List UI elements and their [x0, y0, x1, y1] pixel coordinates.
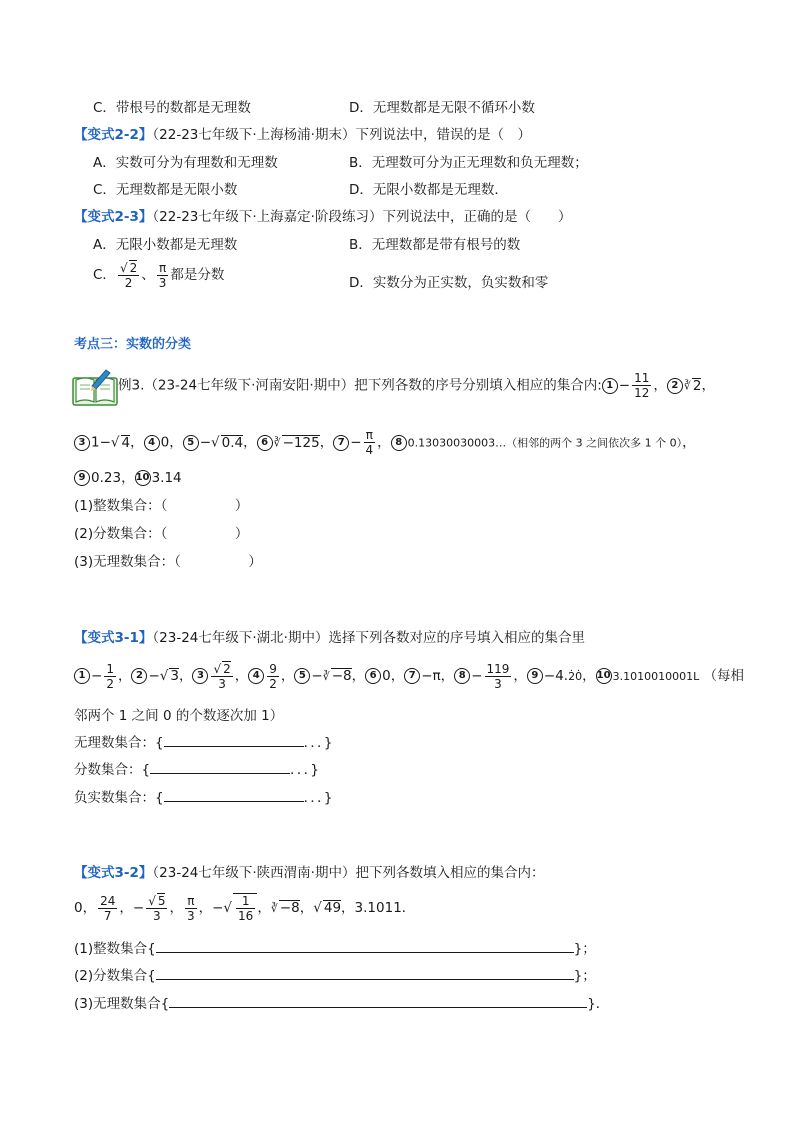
option-d: D．实数分为正实数，负实数和零	[349, 275, 549, 291]
question-variant-3-2	[74, 861, 544, 881]
option-b: B．无理数都是带有根号的数	[349, 237, 521, 253]
option-b: B．无理数可分为正无理数和负无理数；	[349, 155, 588, 171]
example-stem: 例3.（23-24七年级下·河南安阳·期中）把下列各数的序号分别填入相应的集合内:	[118, 377, 602, 394]
irrational-set-blank[interactable]: (3)无理数集合：（ ）	[74, 554, 262, 570]
negative-real-set-blank[interactable]: 负实数集合：{ ．．．}	[74, 790, 333, 806]
option-c: C．带根号的数都是无理数	[93, 100, 251, 116]
variant-3-1-line-2: 邻两个 1 之间 0 的个数逐次加 1）	[74, 708, 284, 724]
question-variant-2-3	[74, 205, 571, 225]
option-d: D．无理数都是无限不循环小数	[349, 100, 535, 116]
book-pencil-icon	[72, 368, 118, 406]
option-a: A．无限小数都是无理数	[93, 237, 238, 253]
question-variant-3-1	[74, 626, 585, 646]
section-title: 考点三：实数的分类	[74, 337, 192, 352]
variant-tag: 【变式2-2】	[74, 127, 153, 143]
question-variant-2-2	[74, 123, 531, 143]
variant-3-2-numbers: 0， $\frac{24}{7}$ ，− $\frac{√ 5}{3}$ ， $\frac{\pi}{3}$ ，−√ $\frac{1}{16}$ ，∛ −8，√ 49，3.1011．	[74, 893, 416, 923]
example-3-line-2: 3 1−√ 4， 4 0， 5 −√ 0.4， 6 ∛ −125， 7 − $\frac{\pi}{4}$ ， 8 0.13030030003…（相邻的两个 3 之间依次多 1 个 0），	[74, 428, 696, 457]
irrational-set-blank[interactable]: (3)无理数集合{ }．	[74, 996, 610, 1012]
question-stem: （22-23七年级下·上海嘉定·阶段练习）下列说法中，正确的是（ ）	[152, 209, 572, 225]
question-stem: （23-24七年级下·湖北·期中）选择下列各数对应的序号填入相应的集合里	[152, 630, 585, 646]
integer-set-blank[interactable]: (1)整数集合{ }；	[74, 941, 596, 957]
question-stem: （23-24七年级下·陕西渭南·期中）把下列各数填入相应的集合内：	[152, 865, 545, 881]
integer-set-blank[interactable]: (1)整数集合：（ ）	[74, 498, 249, 514]
fraction-set-blank[interactable]: (2)分数集合：（ ）	[74, 526, 249, 542]
variant-tag: 【变式3-2】	[74, 865, 153, 881]
option-d: D．无限小数都是无理数．	[349, 182, 508, 198]
option-a: A．实数可分为有理数和无理数	[93, 155, 278, 171]
option-c: C．无理数都是无限小数	[93, 182, 238, 198]
variant-tag: 【变式3-1】	[74, 630, 153, 646]
fraction-set-blank[interactable]: 分数集合：{ ．．．}	[74, 762, 319, 778]
example-3-line-1: 例3.（23-24七年级下·河南安阳·期中）把下列各数的序号分别填入相应的集合内: 1 − $\frac{11}{12}$ ， 2 ∛ 2，	[118, 371, 715, 400]
option-c: C． $\frac{√ 2}{2}$ 、 $\frac{\pi}{3}$ 都是分数	[93, 260, 225, 290]
variant-tag: 【变式2-3】	[74, 209, 153, 225]
irrational-set-blank[interactable]: 无理数集合：{ ．．．}	[74, 735, 333, 751]
fraction-set-blank[interactable]: (2)分数集合{ }；	[74, 968, 596, 984]
question-stem: （22-23七年级下·上海杨浦·期末）下列说法中，错误的是（ ）	[152, 127, 531, 143]
variant-3-1-numbers: 1 − $\frac{1}{2}$ ， 2 −√ 3， 3 $\frac{√ 2}{3}$ ， 4 $\frac{9}{2}$ ， 5 −∛ −8， 6 0， 7 −π， 8 − $\frac{119}{3}$ ， 9 −4.2̇0̇，10 3.1010010001L （每相	[74, 661, 744, 691]
example-3-line-3: 9 0.23，10 3.14	[74, 466, 182, 486]
